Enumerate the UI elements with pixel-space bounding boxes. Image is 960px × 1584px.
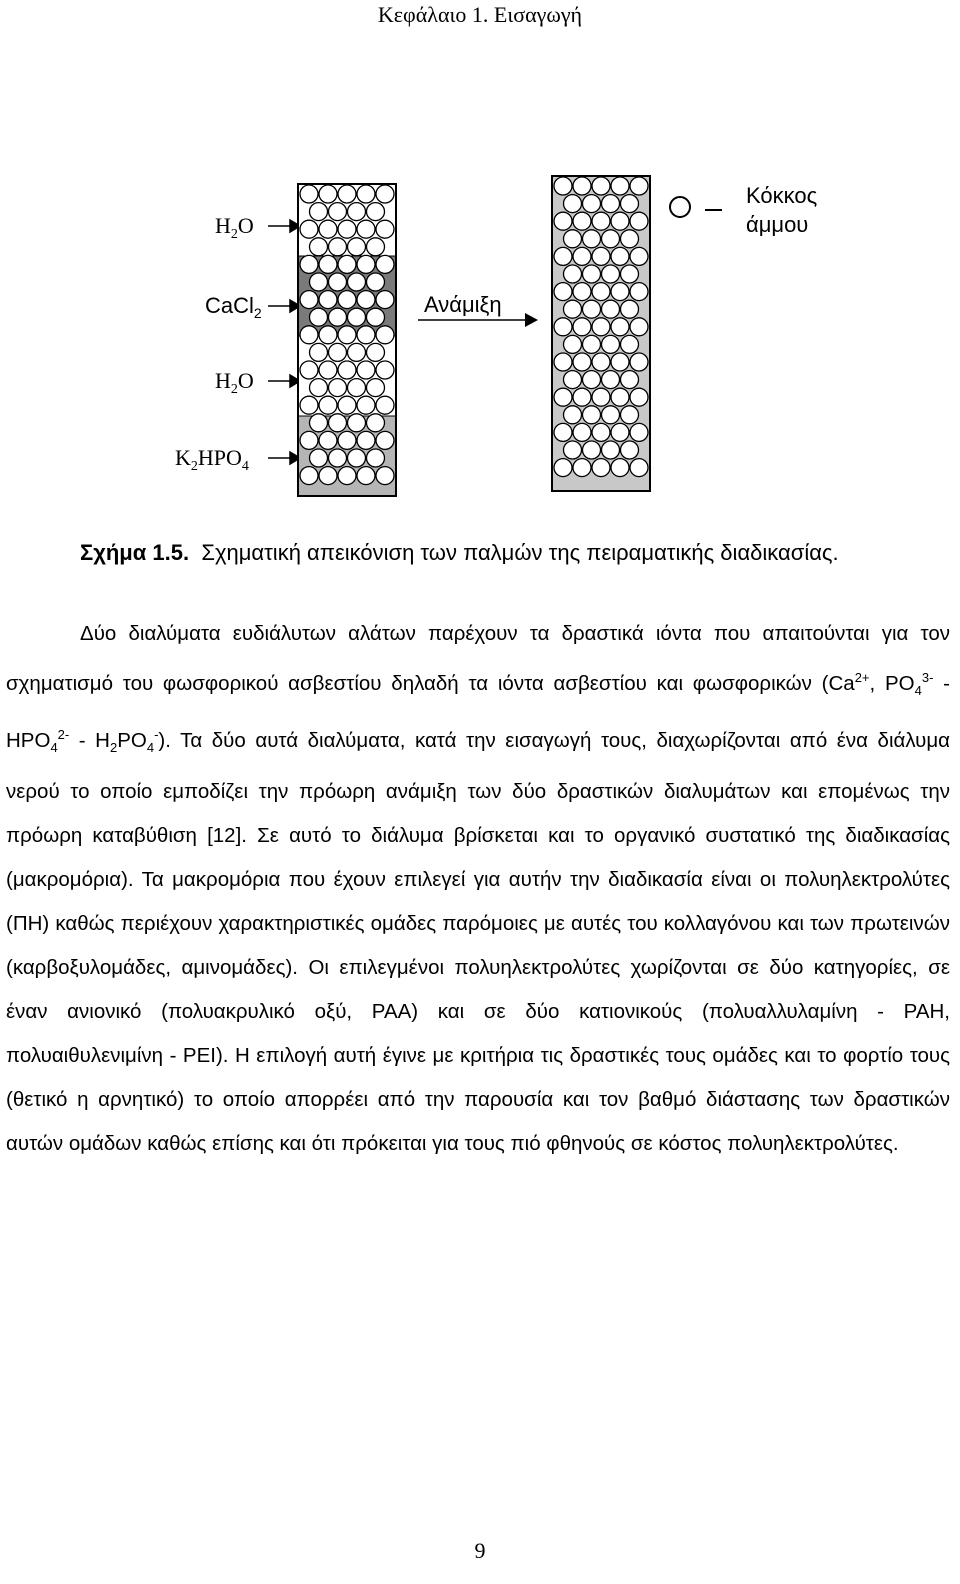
legend-label-line1: Κόκκος [746,183,818,208]
sand-grain [300,291,318,309]
sand-grain [348,379,366,397]
sand-grain [630,459,648,477]
sand-grain [310,273,328,291]
sand-grain [630,177,648,195]
sand-grain [621,441,639,459]
sand-grain [602,300,620,318]
sand-grain [602,406,620,424]
sand-grain [621,371,639,389]
label-h2o-bottom: $H_2O$ [215,368,254,397]
sand-grain [621,300,639,318]
sand-grain [592,177,610,195]
sand-grain [630,318,648,336]
sand-grain [630,388,648,406]
sand-grain [357,220,375,238]
sand-grain [611,177,629,195]
sand-grain [310,379,328,397]
sand-grain [329,238,347,256]
sand-grain [573,353,591,371]
sand-grain [357,361,375,379]
sand-grain [310,343,328,361]
sand-grain [310,308,328,326]
sand-grain [554,177,572,195]
sand-grain [611,459,629,477]
sand-grain [319,185,337,203]
sand-grain [611,212,629,230]
sand-grain [348,238,366,256]
sand-grain [300,255,318,273]
mix-arrow-icon [525,313,538,327]
legend-label-line2: άμμου [746,212,809,237]
sand-grain [338,185,356,203]
sand-grain [310,449,328,467]
sand-grain [348,414,366,432]
sand-grain [573,212,591,230]
sand-grain [583,195,601,213]
sand-grain-legend-icon [670,197,690,217]
caption-text: Σχηματική απεικόνιση των παλμών της πειραματικής διαδικασίας. [201,540,839,565]
sand-grain [319,291,337,309]
sand-grain [611,283,629,301]
sand-grain [348,308,366,326]
sand-grain [621,195,639,213]
sand-grain [583,230,601,248]
sand-grain [310,203,328,221]
sand-grain [554,423,572,441]
sand-grain [554,459,572,477]
sand-grain [621,230,639,248]
sand-grain [376,185,394,203]
sand-grain [592,388,610,406]
sand-grain [357,291,375,309]
sand-grain [554,283,572,301]
sand-grain [564,441,582,459]
page-number: 9 [474,1538,486,1563]
sand-grain [357,431,375,449]
body-paragraph: Δύο διαλύματα ευδιάλυτων αλάτων παρέχουν τα δραστικά ιόντα που απαιτούνται για τον σχηματισμό του φωσφορικού ασβεστίου δηλαδή τα ιόντα ασβεστίου και φωσφορικών ($Ca^{2+}$, $PO_4^{3-} - HPO_4^{2-} - H_2PO_4^-$). Τα δύο αυτά διαλύματα, κατά την εισαγωγή τους, διαχωρίζονται από ένα διάλυμα νερού το οποίο εμποδίζει την πρόωρη ανάμιξη των δύο δραστικών διαλυμάτων και επομένως την πρόωρη καταβύθιση [12]. Σε αυτό το διάλυμα βρίσκεται και το οργανικό συστατικό της διαδικασίας (μακρομόρια). Τα μακρομόρια που έχουν επιλεγεί για αυτήν την διαδικασία είναι οι πολυηλεκτρολύτες (ΠΗ) καθώς περιέχουν χαρακτηριστικές ομάδες παρόμοιες με αυτές του κολλαγόνου και των πρωτεινών (καρβοξυλομάδες, αμινομάδες). Οι επιλεγμένοι πολυηλεκτρολύτες χωρίζονται σε δύο κατηγορίες, σε έναν ανιονικό (πολυακρυλικό οξύ, PAA) και σε δύο κατιονικούς (πολυαλλυλαμίνη - PAH, πολυαιθυλενιμίνη - PEI). Η επιλογή αυτή έγινε με κριτήρια τις δραστικές τους ομάδες και το φορτίο τους (θετικό η αρνητικό) το οποίο απορρέει από την παρουσία και τον βαθμό διάστασης των δραστικών αυτών ομάδων καθώς επίσης και ότι πρόκειται για τους πιό φθηνούς σε κόστος πολυηλεκτρολύτες. [6,622,950,1155]
label-h2o-top: $H_2O$ [215,213,254,242]
page-header: Κεφάλαιο 1. Εισαγωγή [377,2,583,27]
sand-grain [583,441,601,459]
caption-number: Σχήμα 1.5. [80,540,190,565]
sand-grain [329,414,347,432]
sand-grain [338,255,356,273]
sand-grain [583,406,601,424]
sand-grain [319,220,337,238]
sand-grain [611,423,629,441]
sand-grain [300,326,318,344]
sand-grain [338,431,356,449]
sand-grain [319,326,337,344]
sand-grain [348,203,366,221]
sand-grain [348,343,366,361]
sand-grain [592,283,610,301]
figure-caption [80,540,839,566]
sand-grain [338,291,356,309]
label-k2hpo4: $K_2HPO_4$ [175,445,249,474]
sand-grain [367,449,385,467]
sand-grain [329,203,347,221]
sand-grain [611,388,629,406]
sand-grain [376,291,394,309]
sand-grain [554,212,572,230]
sand-grain [564,195,582,213]
sand-grain [611,318,629,336]
sand-grain [357,396,375,414]
sand-grain [329,343,347,361]
sand-grain [348,273,366,291]
sand-grain [602,371,620,389]
sand-grain [357,255,375,273]
sand-grain [592,212,610,230]
sand-grain [573,318,591,336]
sand-grain [376,361,394,379]
sand-grain [573,247,591,265]
sand-grain [357,467,375,485]
sand-grain [329,449,347,467]
sand-grain [367,238,385,256]
label-cacl2: CaCl$_2$ [205,293,262,321]
sand-grain [573,388,591,406]
sand-grain [338,361,356,379]
sand-grain [348,449,366,467]
sand-grain [630,423,648,441]
sand-grain [602,265,620,283]
sand-grain [357,185,375,203]
sand-grain [573,177,591,195]
sand-grain [554,247,572,265]
sand-grain [583,265,601,283]
sand-grain [621,406,639,424]
sand-grain [583,300,601,318]
sand-grain [300,361,318,379]
sand-grain [376,396,394,414]
sand-grain [564,335,582,353]
sand-grain [583,335,601,353]
sand-grain [357,326,375,344]
sand-grain [367,414,385,432]
sand-grain [338,326,356,344]
sand-grain [564,300,582,318]
sand-grain [367,379,385,397]
sand-grain [329,273,347,291]
sand-grain [300,431,318,449]
sand-grain [338,396,356,414]
sand-grain [630,247,648,265]
sand-grain [564,371,582,389]
sand-grain [592,247,610,265]
mixed-column-after [552,176,650,491]
sand-grain [319,255,337,273]
sand-grain [602,230,620,248]
sand-grain [592,423,610,441]
sand-grain [376,255,394,273]
sand-grain [376,467,394,485]
sand-grain [602,195,620,213]
sand-grain [611,353,629,371]
sand-grain [376,326,394,344]
sand-grain [592,459,610,477]
sand-grain [300,220,318,238]
sand-grain [367,308,385,326]
sand-grain [564,265,582,283]
arrow-icons [268,220,300,464]
sand-grain [319,396,337,414]
sand-grain [376,431,394,449]
sand-grain [583,371,601,389]
sand-grain [376,220,394,238]
sand-grain [554,318,572,336]
sand-grain [602,335,620,353]
sand-grain [329,379,347,397]
sand-grain [573,283,591,301]
sand-grain [630,212,648,230]
sand-grain [554,353,572,371]
sand-grain [630,353,648,371]
sand-grain [367,343,385,361]
sand-grain [592,353,610,371]
sand-grain [310,414,328,432]
sand-grain [329,308,347,326]
sand-grain [367,273,385,291]
sand-grain [564,406,582,424]
sand-grain [319,431,337,449]
sand-grain [630,283,648,301]
sand-grain [300,396,318,414]
sand-grain [621,265,639,283]
sand-grain [554,388,572,406]
sand-grain [338,220,356,238]
pulse-schematic-figure [0,170,960,510]
sand-grain [300,467,318,485]
sand-grain [592,318,610,336]
sand-grain [338,467,356,485]
sand-grain [602,441,620,459]
sand-grain [621,335,639,353]
sand-grain [564,230,582,248]
sand-grain [300,185,318,203]
sand-grain [310,238,328,256]
sand-grain [611,247,629,265]
sand-grain [573,459,591,477]
sand-grain [319,467,337,485]
mix-label: Ανάμιξη [424,292,502,317]
layered-column-before [298,184,396,496]
sand-grain [367,203,385,221]
sand-grain [573,423,591,441]
sand-grain [319,361,337,379]
